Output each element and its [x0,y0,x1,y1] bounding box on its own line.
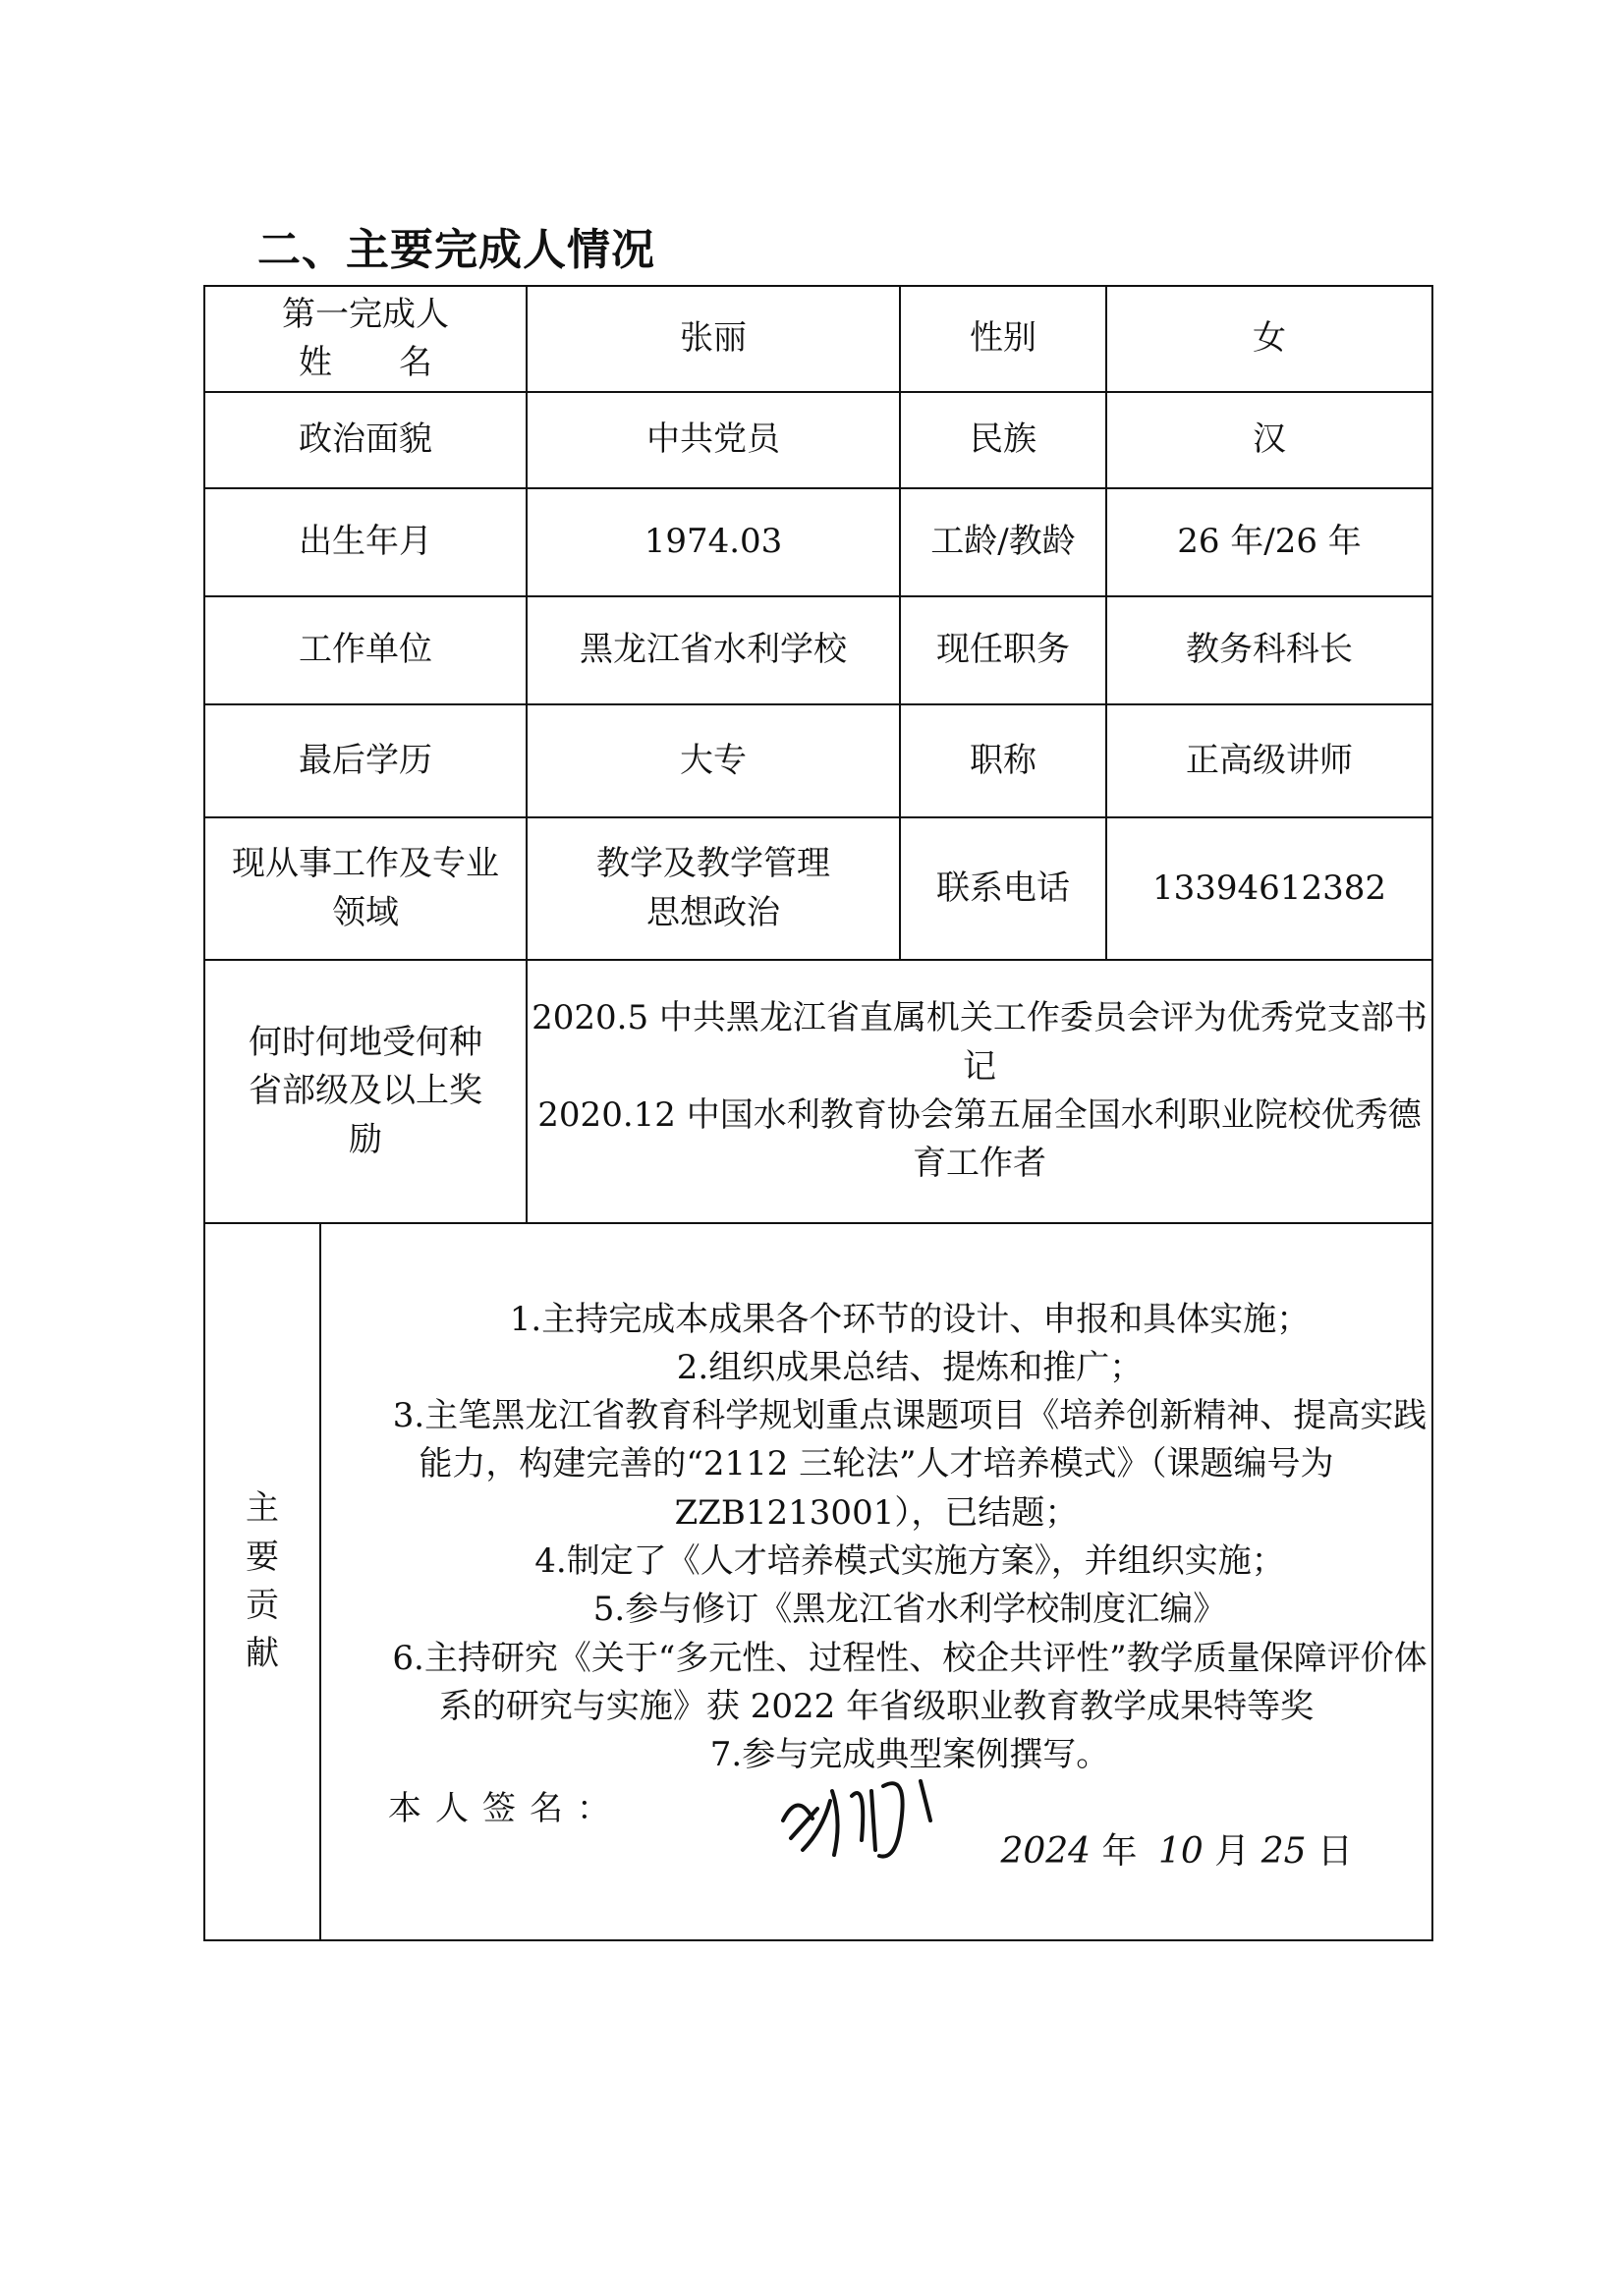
political-value: 中共党员 [527,392,900,488]
table-row [204,596,1432,704]
position-value: 教务科科长 [1106,596,1432,704]
contribution-item: 1.主持完成本成果各个环节的设计、申报和具体实施； [509,1299,1311,1339]
awards-list [527,960,1432,1223]
contribution-item: 5.参与修订《黑龙江省水利学校制度汇编》 [592,1590,1227,1630]
signature-label: 本人签名： [388,1789,624,1829]
date-year: 2024 [1000,1831,1092,1873]
birth-value: 1974.03 [527,488,900,596]
name-label-line1: 第一完成人 [282,294,449,334]
title-value: 正高级讲师 [1106,704,1432,817]
education-value: 大专 [527,704,900,817]
seniority-value: 26 年/26 年 [1106,488,1432,596]
awards-label [204,960,527,1223]
contribution-item: 3.主笔黑龙江省教育科学规划重点课题项目《培养创新精神、提高实践能力，构建完善的“2112 三轮法”人才培养模式》（课题编号为 ZZB1213001），已结题； [392,1396,1428,1533]
award-item: 2020.5 中共黑龙江省直属机关工作委员会评为优秀党支部书记 [532,998,1428,1087]
handwritten-signature [773,1762,980,1870]
section-heading: 二、主要完成人情况 [257,225,655,275]
table-row [204,1223,1432,1940]
contribution-label-text: 主要贡献 [246,1488,279,1674]
position-label: 现任职务 [900,596,1106,704]
ethnicity-label: 民族 [900,392,1106,488]
table-row [204,817,1432,960]
contribution-item: 4.制定了《人才培养模式实施方案》，并组织实施； [534,1541,1285,1581]
ethnicity-value: 汉 [1106,392,1432,488]
title-label: 职称 [900,704,1106,817]
contribution-item: 7.参与完成典型案例撰写。 [709,1735,1110,1775]
political-label: 政治面貌 [204,392,527,488]
table-row [204,286,1432,392]
field-label-text: 现从事工作及专业领域 [232,844,499,932]
date-month-unit: 月 [1214,1831,1251,1873]
date-day-unit: 日 [1316,1831,1353,1873]
name-value: 张丽 [527,286,900,392]
education-label: 最后学历 [204,704,527,817]
date-day: 25 [1260,1831,1307,1873]
date-year-unit: 年 [1101,1831,1138,1873]
name-label-line2: 姓 名 [299,343,432,382]
field-value-cell [527,817,900,960]
contribution-content [320,1223,1432,1940]
table-row [204,704,1432,817]
award-item: 2020.12 中国水利教育协会第五届全国水利职业院校优秀德育工作者 [537,1095,1422,1184]
field-value-line2: 思想政治 [646,892,780,932]
table-row [204,488,1432,596]
date-month: 10 [1157,1831,1204,1873]
contribution-item: 2.组织成果总结、提炼和推广； [676,1347,1144,1387]
phone-label: 联系电话 [900,817,1106,960]
phone-value: 13394612382 [1106,817,1432,960]
contribution-item: 6.主持研究《关于“多元性、过程性、校企共评性”教学质量保障评价体系的研究与实施》获 2022 年省级职业教育教学成果特等奖 [392,1638,1428,1726]
table-row [204,392,1432,488]
seniority-label: 工龄/教龄 [900,488,1106,596]
table-row [204,960,1432,1223]
birth-label: 出生年月 [204,488,527,596]
signature-date [1000,1826,1353,1877]
employer-label: 工作单位 [204,596,527,704]
contribution-label [204,1223,320,1940]
field-label [204,817,527,960]
signature-row [321,1779,1431,1873]
field-value-line1: 教学及教学管理 [596,844,830,884]
gender-value: 女 [1106,286,1432,392]
awards-label-text: 何时何地受何种省部级及以上奖励 [249,1023,482,1159]
name-label-cell [204,286,527,392]
employer-value: 黑龙江省水利学校 [527,596,900,704]
personnel-info-table [203,285,1433,1941]
gender-label: 性别 [900,286,1106,392]
